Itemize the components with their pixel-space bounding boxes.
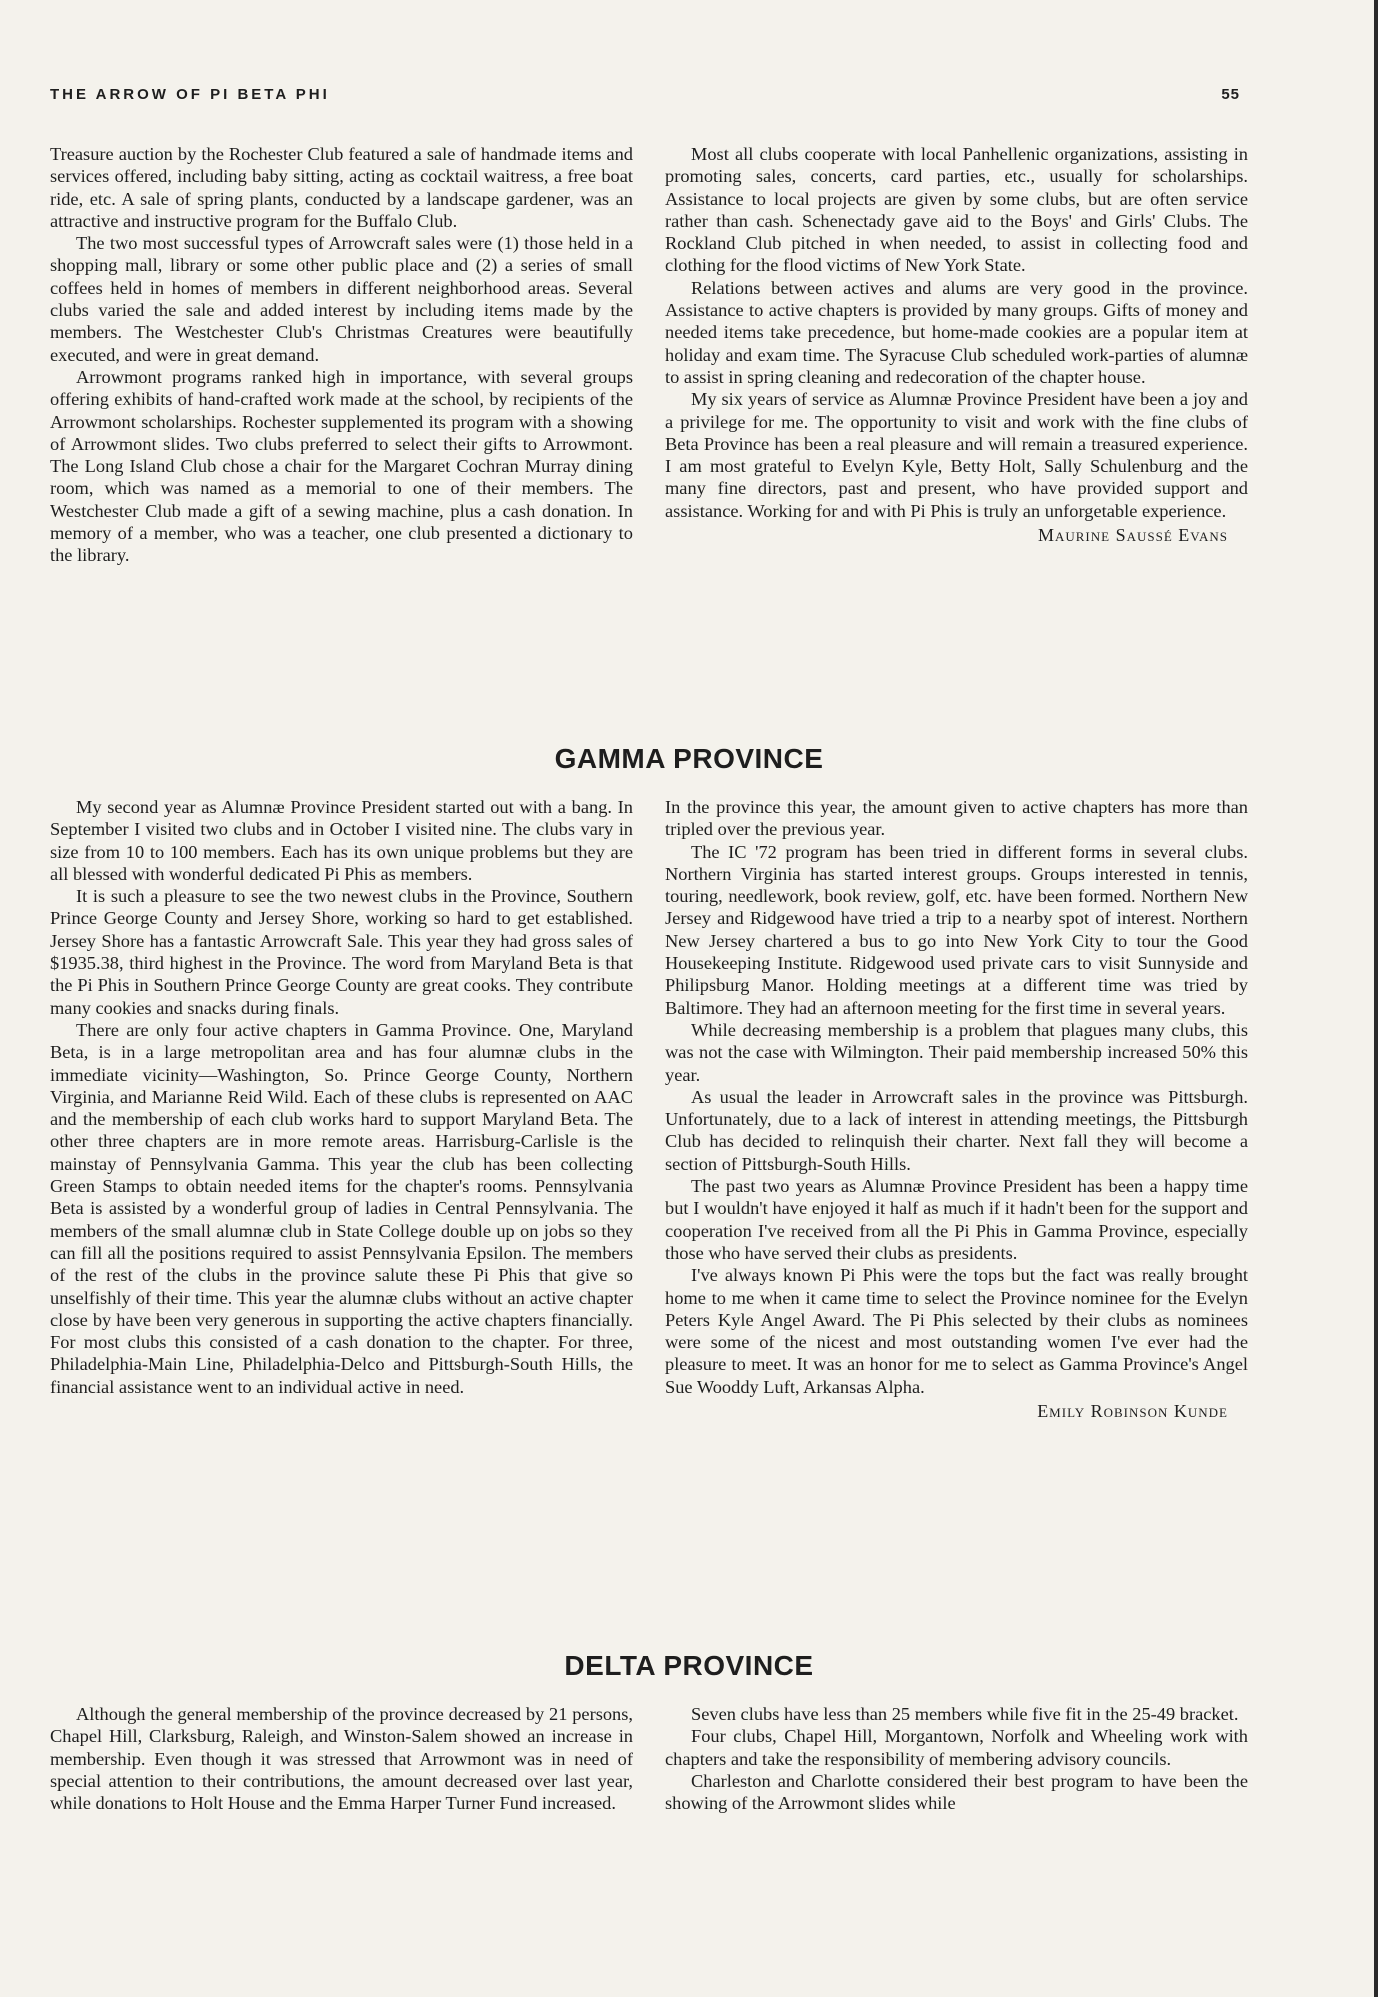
top-right-column — [665, 143, 1248, 546]
paragraph: The IC '72 program has been tried in different forms in several clubs. Northern Virginia has started interest groups. Groups interested in tennis, touring, needlework, book review, golf, etc. have been formed. Northern New Jersey and Ridgewood have tried a trip to a nearby spot of interest. Northern New Jersey chartered a bus to go into New York City to tour the Good Housekeeping Institute. Ridgewood used private cars to visit Sunnyside and Philipsburg Manor. Holding meetings at a different time was tried by Baltimore. They had an afternoon meeting for the first time in several years. — [665, 841, 1248, 1018]
paragraph: The two most successful types of Arrowcraft sales were (1) those held in a shopping mall, library or some other public place and (2) a series of small coffees held in homes of members in different neighborhood areas. Several clubs varied the sale and added interest by including items made by the members. The Westchester Club's Christmas Creatures were beautifully executed, and were in great demand. — [50, 233, 633, 365]
running-head-title: THE ARROW OF PI BETA PHI — [50, 86, 330, 103]
paragraph: While decreasing membership is a problem that plagues many clubs, this was not the case with Wilmington. Their paid membership increased 50% this year. — [665, 1019, 1248, 1085]
delta-right-column — [665, 1703, 1248, 1814]
page-number: 55 — [1221, 86, 1240, 103]
paragraph: Although the general membership of the province decreased by 21 persons, Chapel Hill, Clarksburg, Raleigh, and Winston-Salem showed an increase in membership. Even though it was stressed that Arrowmont was in need of special attention to their contributions, the amount decreased over last year, while donations to Holt House and the Emma Harper Turner Fund increased. — [50, 1704, 633, 1814]
page-edge — [1374, 0, 1378, 1997]
paragraph: As usual the leader in Arrowcraft sales in the province was Pittsburgh. Unfortunately, due to a lack of interest in attending meetings, the Pittsburgh Club has decided to relinquish their charter. Next fall they will become a section of Pittsburgh-South Hills. — [665, 1086, 1248, 1174]
paragraph: Seven clubs have less than 25 members while five fit in the 25-49 bracket. — [691, 1704, 1239, 1724]
paragraph: It is such a pleasure to see the two newest clubs in the Province, Southern Prince George County and Jersey Shore, working so hard to get established. Jersey Shore has a fantastic Arrowcraft Sale. This year they had gross sales of $1935.38, third highest in the Province. The word from Maryland Beta is that the Pi Phis in Southern Prince George County are great cooks. They contribute many cookies and snacks during finals. — [50, 886, 633, 1018]
paragraph: My second year as Alumnæ Province President started out with a bang. In September I visited two clubs and in October I visited nine. The clubs vary in size from 10 to 100 members. Each has its own unique problems but they are all blessed with wonderful dedicated Pi Phis as members. — [50, 797, 633, 884]
paragraph: There are only four active chapters in Gamma Province. One, Maryland Beta, is in a large metropolitan area and has four alumnæ clubs in the immediate vicinity—Washington, So. Prince George County, Northern Virginia, and Marianne Reid Wild. Each of these clubs is represented on AAC and the membership of each club works hard to support Maryland Beta. The other three chapters are in more remote areas. Harrisburg-Carlisle is the mainstay of Pennsylvania Gamma. This year the club has been collecting Green Stamps to obtain needed items for the chapter's rooms. Pennsylvania Beta is assisted by a wonderful group of ladies in Central Pennsylvania. The members of the small alumnæ club in State College double up on jobs so they can fill all the positions required to assist Pennsylvania Epsilon. The members of the rest of the clubs in the province salute these Pi Phis that give so unselfishly of their time. This year the alumnæ clubs without an active chapter close by have been very generous in supporting the active chapters financially. For most clubs this consisted of a cash donation to the chapter. For three, Philadelphia-Main Line, Philadelphia-Delco and Pittsburgh-South Hills, the financial assistance went to an individual active in need. — [50, 1019, 633, 1397]
paragraph: Treasure auction by the Rochester Club featured a sale of handmade items and services offered, including baby sitting, acting as cocktail waitress, a free boat ride, etc. A sale of spring plants, conducted by a landscape gardener, was an attractive and instructive program for the Buffalo Club. — [50, 144, 633, 231]
paragraph: Most all clubs cooperate with local Panhellenic organizations, assisting in promoting sales, concerts, card parties, etc., usually for scholarships. Assistance to local projects are given by some clubs, but are often service rather than cash. Schenectady gave aid to the Boys' and Girls' Clubs. The Rockland Club pitched in when needed, to assist in collecting food and clothing for the flood victims of New York State. — [665, 144, 1248, 276]
signature: Maurine Saussé Evans — [1037, 525, 1228, 546]
section-heading-gamma: GAMMA PROVINCE — [554, 743, 824, 774]
paragraph: The past two years as Alumnæ Province President has been a happy time but I wouldn't have enjoyed it half as much if it hadn't been for the support and cooperation I've received from all the Pi Phis in Gamma Province, especially those who have served their clubs as presidents. — [665, 1176, 1248, 1263]
top-left-column — [50, 143, 633, 567]
paragraph: Arrowmont programs ranked high in importance, with several groups offering exhibits of hand-crafted work made at the school, by recipients of the Arrowmont scholarships. Rochester supplemented its program with a showing of Arrowmont slides. Two clubs preferred to select their gifts to Arrowmont. The Long Island Club chose a chair for the Margaret Cochran Murray dining room, which was named as a memorial to one of their members. The Westchester Club made a gift of a sewing machine, plus a cash donation. In memory of a member, who was a teacher, one club presented a dictionary to the library. — [50, 366, 633, 566]
section-heading-delta: DELTA PROVINCE — [564, 1650, 814, 1681]
paragraph: My six years of service as Alumnæ Province President have been a joy and a privilege for me. The opportunity to visit and work with the fine clubs of Beta Province has been a real pleasure and will remain a treasured experience. I am most grateful to Evelyn Kyle, Betty Holt, Sally Schulenburg and the many fine directors, past and present, who have provided support and assistance. Working for and with Pi Phis is truly an unforgetable experience. — [665, 389, 1248, 521]
paragraph: Four clubs, Chapel Hill, Morgantown, Norfolk and Wheeling work with chapters and take the responsibility of membering advisory councils. — [665, 1726, 1248, 1769]
paragraph: In the province this year, the amount given to active chapters has more than tripled over the previous year. — [665, 797, 1248, 840]
gamma-left-column — [50, 796, 633, 1398]
running-head — [50, 86, 1240, 110]
paragraph: Relations between actives and alums are very good in the province. Assistance to active chapters is provided by many groups. Gifts of money and needed items take precedence, but home-made cookies are a popular item at holiday and exam time. The Syracuse Club scheduled work-parties of alumnæ to assist in spring cleaning and redecoration of the chapter house. — [665, 277, 1248, 387]
paragraph: I've always known Pi Phis were the tops but the fact was really brought home to me when it came time to select the Province nominee for the Evelyn Peters Kyle Angel Award. The Pi Phis selected by their clubs as nominees were some of the nicest and most outstanding women I've ever had the pleasure to meet. It was an honor for me to select as Gamma Province's Angel Sue Wooddy Luft, Arkansas Alpha. — [665, 1265, 1248, 1397]
gamma-right-column — [665, 796, 1248, 1422]
signature: Emily Robinson Kunde — [1037, 1401, 1228, 1422]
paragraph: Charleston and Charlotte considered their best program to have been the showing of the Arrowmont slides while — [665, 1770, 1248, 1814]
delta-left-column — [50, 1703, 633, 1814]
